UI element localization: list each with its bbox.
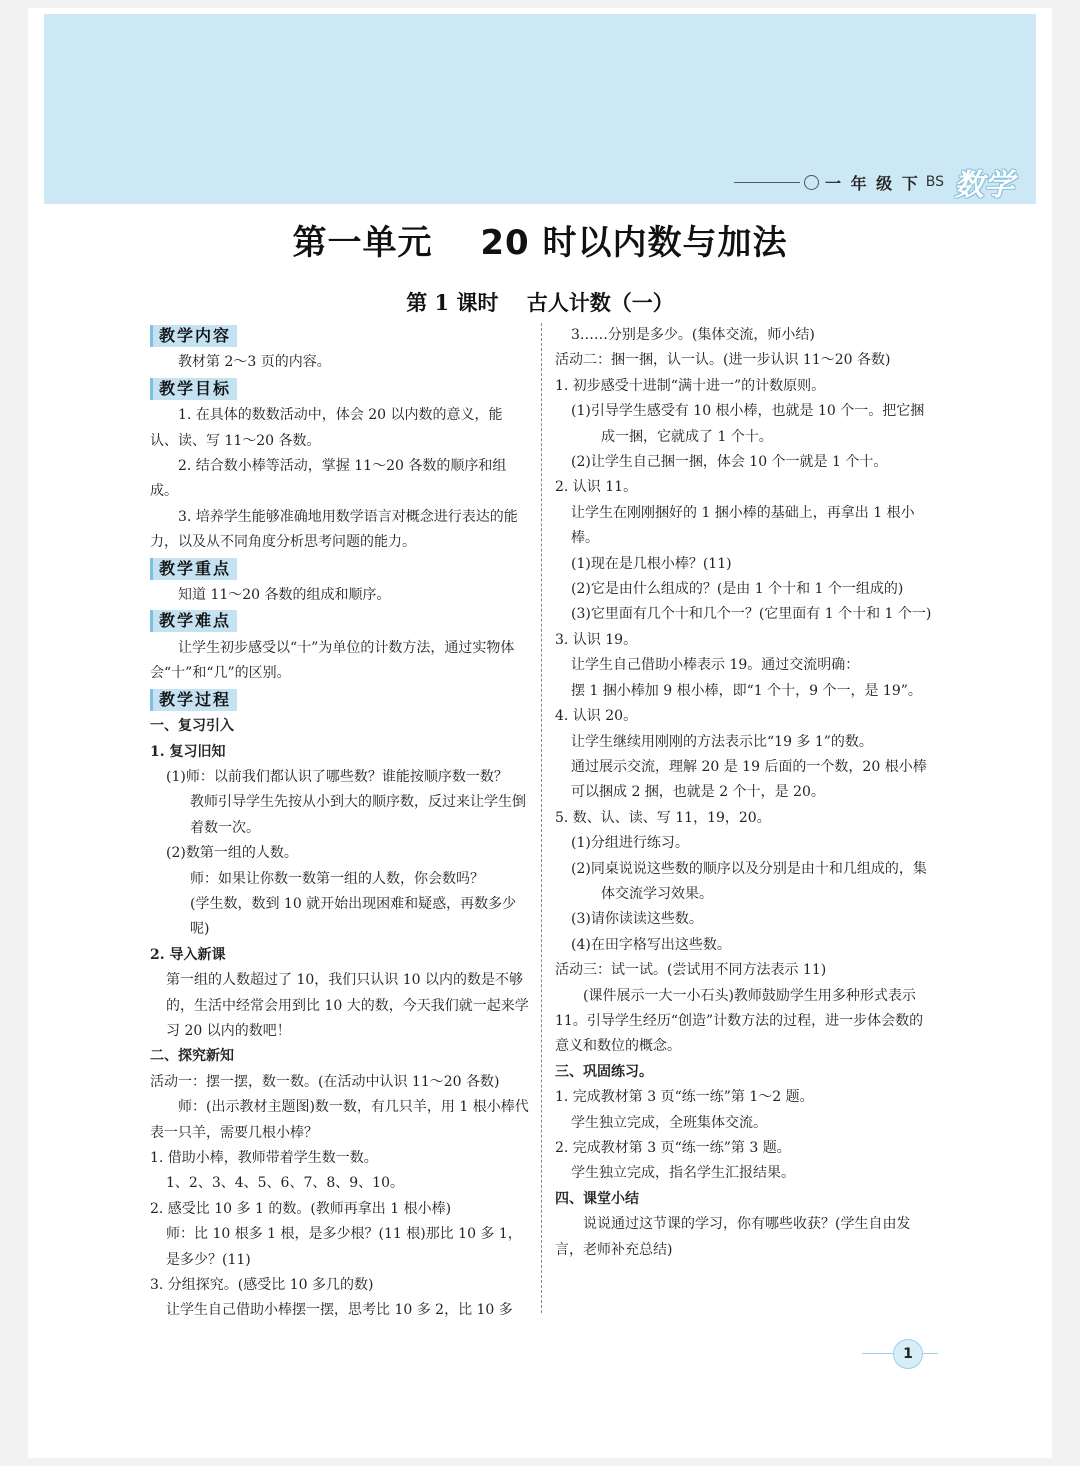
paragraph: (学生数，数到 10 就开始出现困难和疑惑，再数多少呢) bbox=[190, 895, 517, 938]
paragraph: 3. 认识 19。 bbox=[555, 631, 638, 648]
section-badge-key: 教学重点 bbox=[150, 558, 237, 580]
paragraph: (4)在田字格写出这些数。 bbox=[571, 936, 731, 953]
paragraph: 让学生在刚刚捆好的 1 捆小棒的基础上，再拿出 1 根小棒。 bbox=[571, 504, 915, 547]
grade-label bbox=[734, 160, 1014, 204]
paragraph: (2)它是由什么组成的？(是由 1 个十和 1 个一组成的) bbox=[571, 581, 904, 598]
section-heading: 三、巩固练习。 bbox=[555, 1063, 653, 1080]
page-number: 1 bbox=[893, 1339, 923, 1369]
paragraph: 师：(出示教材主题图)数一数，有几只羊，用 1 根小棒代表一只羊，需要几根小棒？ bbox=[150, 1099, 529, 1141]
section-badge-goals: 教学目标 bbox=[150, 378, 237, 400]
section-badge-content: 教学内容 bbox=[150, 325, 237, 347]
paragraph: 1. 在具体的数数活动中，体会 20 以内数的意义，能认、读、写 11～20 各数。 bbox=[150, 407, 503, 449]
paragraph: 知道 11～20 各数的组成和顺序。 bbox=[178, 587, 391, 604]
paragraph: (2)让学生自己捆一捆，体会 10 个一就是 1 个十。 bbox=[571, 454, 888, 471]
unit-title: 第一单元 20 时以内数与加法 bbox=[292, 223, 788, 263]
paragraph: 摆 1 捆小棒加 9 根小棒，即“1 个十，9 个一，是 19”。 bbox=[571, 682, 922, 699]
paragraph: (2)数第一组的人数。 bbox=[166, 845, 298, 862]
left-column bbox=[150, 323, 530, 1324]
right-column bbox=[555, 323, 935, 1263]
lesson-title: 第 1 课时 古人计数（一） bbox=[406, 290, 674, 315]
paragraph: 1. 完成教材第 3 页“练一练”第 1～2 题。 bbox=[555, 1089, 814, 1106]
paragraph: 1. 初步感受十进制“满十进一”的计数原则。 bbox=[555, 377, 826, 394]
paragraph: 教师引导学生先按从小到大的顺序数，反过来让学生倒着数一次。 bbox=[190, 794, 526, 836]
paragraph: 1、2、3、4、5、6、7、8、9、10。 bbox=[166, 1175, 404, 1192]
section-heading: 二、探究新知 bbox=[150, 1048, 234, 1065]
paragraph: (1)现在是几根小棒？(11) bbox=[571, 555, 732, 572]
paragraph: 3. 分组探究。(感受比 10 多几的数) bbox=[150, 1277, 374, 1294]
subject-text: 数学 bbox=[954, 168, 1014, 203]
paragraph: 让学生自己借助小棒摆一摆，思考比 10 多 2，比 10 多 bbox=[166, 1302, 513, 1319]
paragraph: (2)同桌说说这些数的顺序以及分别是由十和几组成的，集体交流学习效果。 bbox=[571, 860, 927, 902]
decor-circle-icon bbox=[804, 175, 819, 190]
paragraph: 师：比 10 根多 1 根，是多少根？(11 根)那比 10 多 1，是多少？(11) bbox=[166, 1226, 522, 1268]
paragraph: 1. 借助小棒，教师带着学生数一数。 bbox=[150, 1150, 378, 1166]
paragraph: 说说通过这节课的学习，你有哪些收获？(学生自由发言，老师补充总结) bbox=[555, 1216, 911, 1258]
paragraph: (1)师：以前我们都认识了哪些数？谁能按顺序数一数？ bbox=[166, 768, 508, 785]
paragraph: 5. 数、认、读、写 11，19，20。 bbox=[555, 809, 771, 826]
column-divider bbox=[541, 323, 542, 1313]
section-badge-difficulty: 教学难点 bbox=[150, 610, 237, 632]
paragraph: (1)分组进行练习。 bbox=[571, 835, 689, 852]
paragraph: 让学生初步感受以“十”为单位的计数方法，通过实物体会“十”和“几”的区别。 bbox=[150, 639, 515, 682]
section-heading: 一、复习引入 bbox=[150, 718, 234, 735]
paragraph: 3……分别是多少。(集体交流，师小结) bbox=[571, 327, 815, 343]
paragraph: 活动一：摆一摆，数一数。(在活动中认识 11～20 各数) bbox=[150, 1073, 500, 1090]
paragraph: 4. 认识 20。 bbox=[555, 708, 638, 725]
paragraph: 2. 感受比 10 多 1 的数。(教师再拿出 1 根小棒) bbox=[150, 1200, 452, 1217]
grade-text: 一 年 级 下 bbox=[825, 173, 920, 193]
section-heading: 四、课堂小结 bbox=[555, 1190, 639, 1207]
paragraph: 活动二：捆一捆，认一认。(进一步认识 11～20 各数) bbox=[555, 352, 891, 369]
paragraph: 师：如果让你数一数第一组的人数，你会数吗？ bbox=[190, 870, 484, 887]
paragraph: 通过展示交流，理解 20 是 19 后面的一个数，20 根小棒可以捆成 2 捆，也就是 2 个十，是 20。 bbox=[571, 758, 927, 801]
header-banner bbox=[44, 14, 1036, 204]
paragraph: 3. 培养学生能够准确地用数学语言对概念进行表达的能力，以及从不同角度分析思考问题的能力。 bbox=[150, 508, 518, 551]
paragraph: 让学生继续用刚刚的方法表示比“19 多 1”的数。 bbox=[571, 733, 873, 750]
paragraph: 第一组的人数超过了 10，我们只认识 10 以内的数是不够的，生活中经常会用到比 10 大的数，今天我们就一起来学习 20 以内的数吧！ bbox=[166, 972, 529, 1039]
paragraph: (3)请你读读这些数。 bbox=[571, 911, 703, 928]
paragraph: 让学生自己借助小棒表示 19。通过交流明确： bbox=[571, 657, 860, 674]
paragraph: (1)引导学生感受有 10 根小棒，也就是 10 个一。把它捆成一捆，它就成了 1 个十。 bbox=[571, 403, 925, 445]
subheading: 2. 导入新课 bbox=[150, 946, 226, 963]
decor-line bbox=[734, 182, 800, 183]
paragraph: 2. 认识 11。 bbox=[555, 479, 638, 496]
paragraph: 2. 结合数小棒等活动，掌握 11～20 各数的顺序和组成。 bbox=[150, 458, 507, 500]
paragraph: (课件展示一大一小石头)教师鼓励学生用多种形式表示 11。引导学生经历“创造”计数方法的过程，进一步体会数的意义和数位的概念。 bbox=[555, 987, 924, 1055]
paragraph: 学生独立完成，指名学生汇报结果。 bbox=[571, 1165, 795, 1182]
paragraph: 教材第 2～3 页的内容。 bbox=[178, 354, 331, 371]
section-badge-process: 教学过程 bbox=[150, 689, 237, 711]
paragraph: 2. 完成教材第 3 页“练一练”第 3 题。 bbox=[555, 1140, 791, 1156]
paragraph: 学生独立完成，全班集体交流。 bbox=[571, 1114, 767, 1131]
paragraph: 活动三：试一试。(尝试用不同方法表示 11) bbox=[555, 962, 827, 979]
paragraph: (3)它里面有几个十和几个一？(它里面有 1 个十和 1 个一) bbox=[571, 606, 932, 623]
edition-text: BS bbox=[925, 174, 944, 190]
subheading: 1. 复习旧知 bbox=[150, 743, 226, 760]
